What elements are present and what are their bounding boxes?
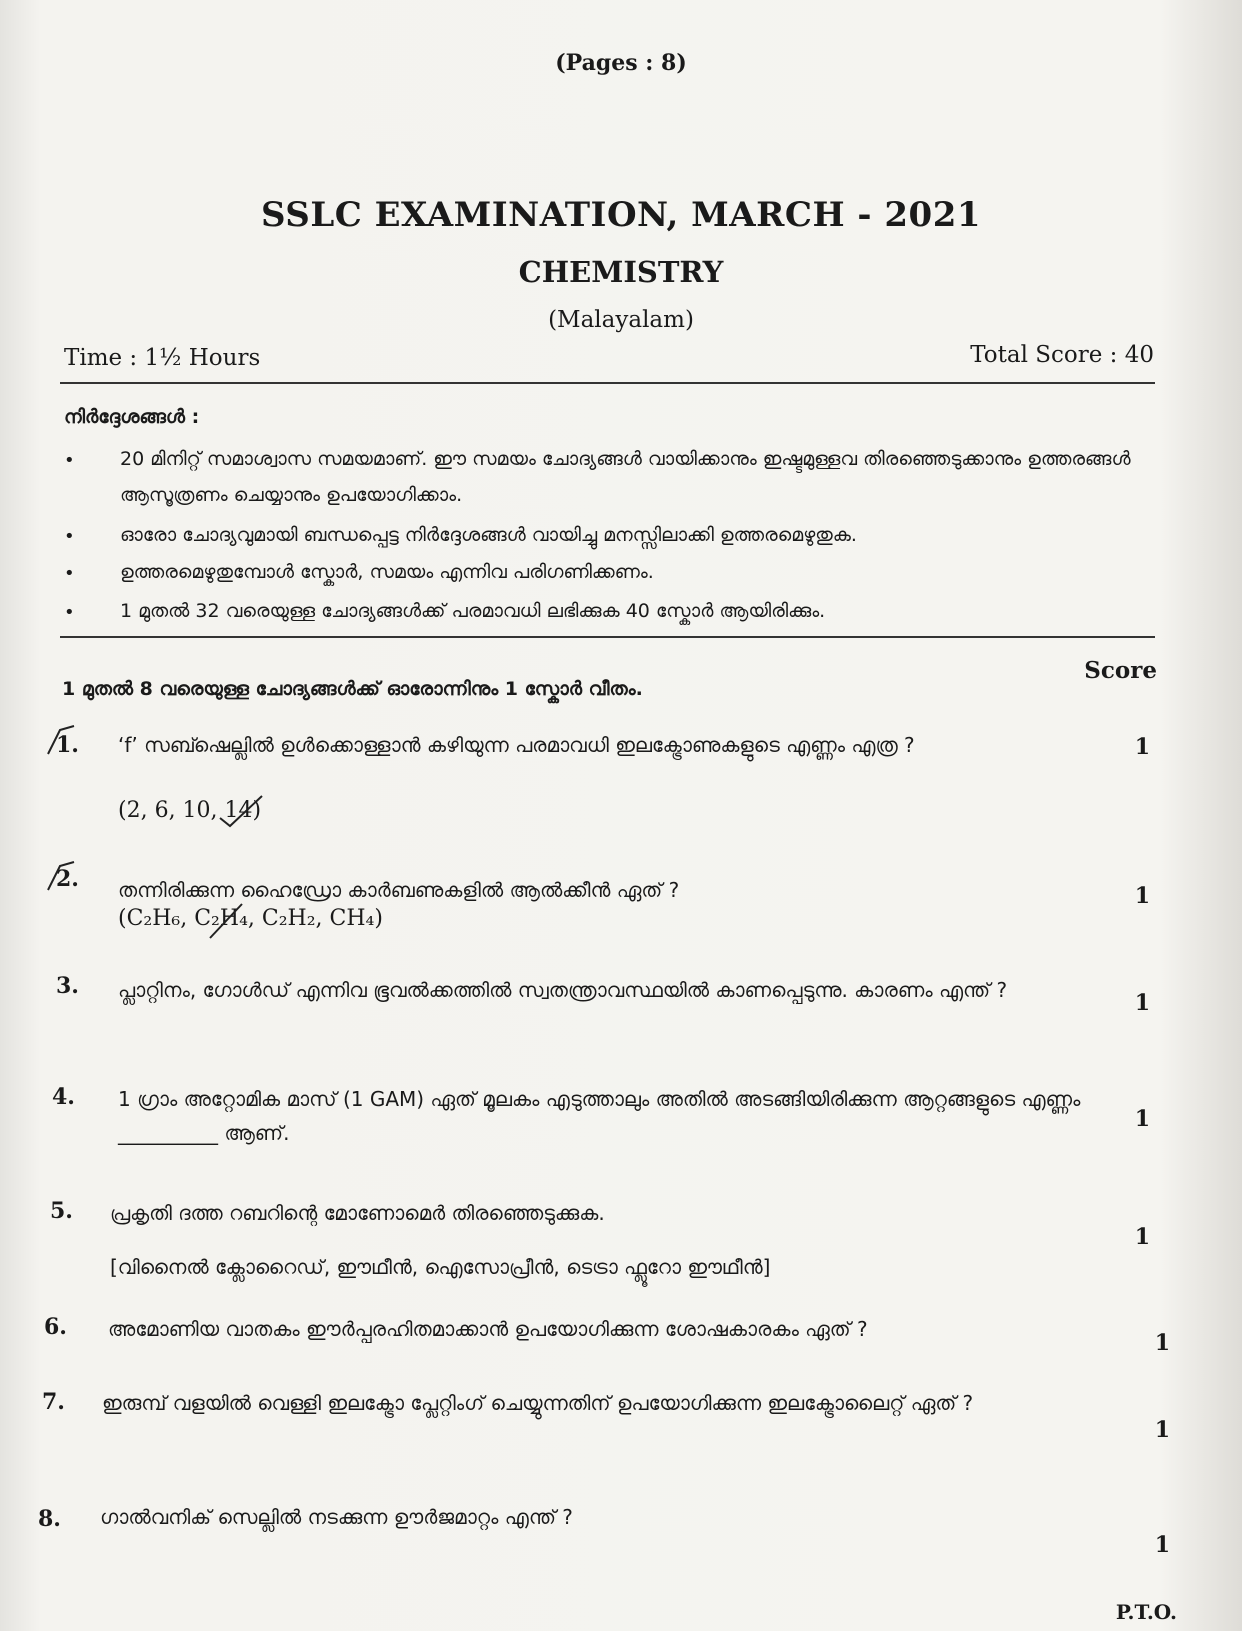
question-text: 1 ഗ്രാം അറ്റോമിക മാസ് (1 GAM) ഏത് മൂലകം എടുത്താലും അതിൽ അടങ്ങിയിരിക്കുന്ന ആറ്റങ്ങളുടെ എണ്ണം __________ ആണ്. xyxy=(118,1087,1081,1145)
question-score: 1 xyxy=(1134,990,1150,1016)
question-number: 7. xyxy=(42,1389,65,1415)
question-score: 1 xyxy=(1134,734,1150,760)
score-column-heading: Score xyxy=(1084,657,1157,684)
question-options: (C₂H₆, C₂H₄, C₂H₂, CH₄) xyxy=(118,906,383,931)
question-text: ഗാൽവനിക് സെല്ലിൽ നടക്കുന്ന ഊർജമാറ്റം എന്ത് ? xyxy=(100,1505,573,1529)
question-text: തന്നിരിക്കുന്ന ഹൈഡ്രോ കാർബണുകളിൽ ആൽക്കീൻ ഏത് ? xyxy=(118,878,680,902)
header-divider xyxy=(60,382,1155,384)
question-number: 2. xyxy=(56,866,79,892)
page-count: (Pages : 8) xyxy=(555,50,687,76)
handwritten-tick-icon xyxy=(44,724,80,760)
question-score: 1 xyxy=(1134,1224,1150,1250)
handwritten-tick-icon xyxy=(206,900,246,942)
question-number: 5. xyxy=(50,1198,73,1224)
bullet-icon: • xyxy=(64,450,75,471)
page-turn-over: P.T.O. xyxy=(1115,1600,1177,1624)
question-text: അമോണിയ വാതകം ഈർപ്പരഹിതമാക്കാൻ ഉപയോഗിക്കുന്ന ശോഷകാരകം ഏത് ? xyxy=(108,1317,868,1341)
total-score-label: Total Score : 40 xyxy=(970,342,1154,368)
question-score: 1 xyxy=(1134,883,1150,909)
question-score: 1 xyxy=(1154,1532,1170,1558)
question-options: [വിനൈൽ ക്ലോറൈഡ്, ഈഥീൻ, ഐസോപ്രീൻ, ടെട്രാ ഫ്ലൂറോ ഈഥീൻ] xyxy=(110,1255,771,1279)
question-number: 8. xyxy=(38,1506,61,1532)
medium-label: (Malayalam) xyxy=(548,307,694,333)
question-text: പ്ലാറ്റിനം, ഗോൾഡ് എന്നിവ ഭൂവൽക്കത്തിൽ സ്വതന്ത്രാവസ്ഥയിൽ കാണപ്പെടുന്നു. കാരണം എന്ത് ? xyxy=(118,978,1008,1002)
question-text: ഇരുമ്പ് വളയിൽ വെള്ളി ഇലക്ട്രോ പ്ലേറ്റിംഗ് ചെയ്യുന്നതിന് ഉപയോഗിക്കുന്ന ഇലക്ട്രോലൈറ്റ് ഏത് ? xyxy=(102,1391,974,1415)
instructions-heading: നിർദ്ദേശങ്ങൾ : xyxy=(64,406,200,428)
exam-title: SSLC EXAMINATION, MARCH - 2021 xyxy=(260,195,982,235)
question-text: പ്രകൃതി ദത്ത റബറിന്റെ മോണോമെർ തിരഞ്ഞെടുക്കുക. xyxy=(110,1201,605,1225)
instruction-item: 20 മിനിറ്റ് സമാശ്വാസ സമയമാണ്. ഈ സമയം ചോദ്യങ്ങൾ വായിക്കാനും ഇഷ്ടമുള്ളവ തിരഞ്ഞെടുക്കാനും ഉത്തരങ്ങൾ ആസൂത്രണം ചെയ്യാനും ഉപയോഗിക്കാം. xyxy=(120,448,1131,506)
question-number: 6. xyxy=(44,1314,67,1340)
instruction-item: 1 മുതൽ 32 വരെയുള്ള ചോദ്യങ്ങൾക്ക് പരമാവധി ലഭിക്കുക 40 സ്കോർ ആയിരിക്കും. xyxy=(120,600,826,622)
instruction-item: ഉത്തരമെഴുതുമ്പോൾ സ്കോർ, സമയം എന്നിവ പരിഗണിക്കണം. xyxy=(120,561,654,583)
instruction-item: ഓരോ ചോദ്യവുമായി ബന്ധപ്പെട്ട നിർദ്ദേശങ്ങൾ വായിച്ചു മനസ്സിലാക്കി ഉത്തരമെഴുതുക. xyxy=(120,524,857,546)
instructions-divider xyxy=(60,636,1155,638)
question-options: (2, 6, 10, 14) xyxy=(118,798,262,823)
question-number: 3. xyxy=(56,973,79,999)
time-label: Time : 1½ Hours xyxy=(64,345,261,371)
question-text: ‘f’ സബ്ഷെല്ലിൽ ഉൾക്കൊള്ളാൻ കഴിയുന്ന പരമാവധി ഇലക്ട്രോണുകളുടെ എണ്ണം എത്ര ? xyxy=(118,733,915,757)
question-number: 4. xyxy=(52,1084,75,1110)
handwritten-tick-icon xyxy=(216,792,266,830)
question-score: 1 xyxy=(1154,1330,1170,1356)
section-heading: 1 മുതൽ 8 വരെയുള്ള ചോദ്യങ്ങൾക്ക് ഓരോന്നിനും 1 സ്കോർ വീതം. xyxy=(62,678,643,700)
handwritten-tick-icon xyxy=(44,860,80,896)
question-number: 1. xyxy=(56,732,79,758)
question-score: 1 xyxy=(1134,1106,1150,1132)
bullet-icon: • xyxy=(64,602,75,623)
subject-title: CHEMISTRY xyxy=(518,255,724,289)
bullet-icon: • xyxy=(64,526,75,547)
bullet-icon: • xyxy=(64,563,75,584)
question-score: 1 xyxy=(1154,1417,1170,1443)
